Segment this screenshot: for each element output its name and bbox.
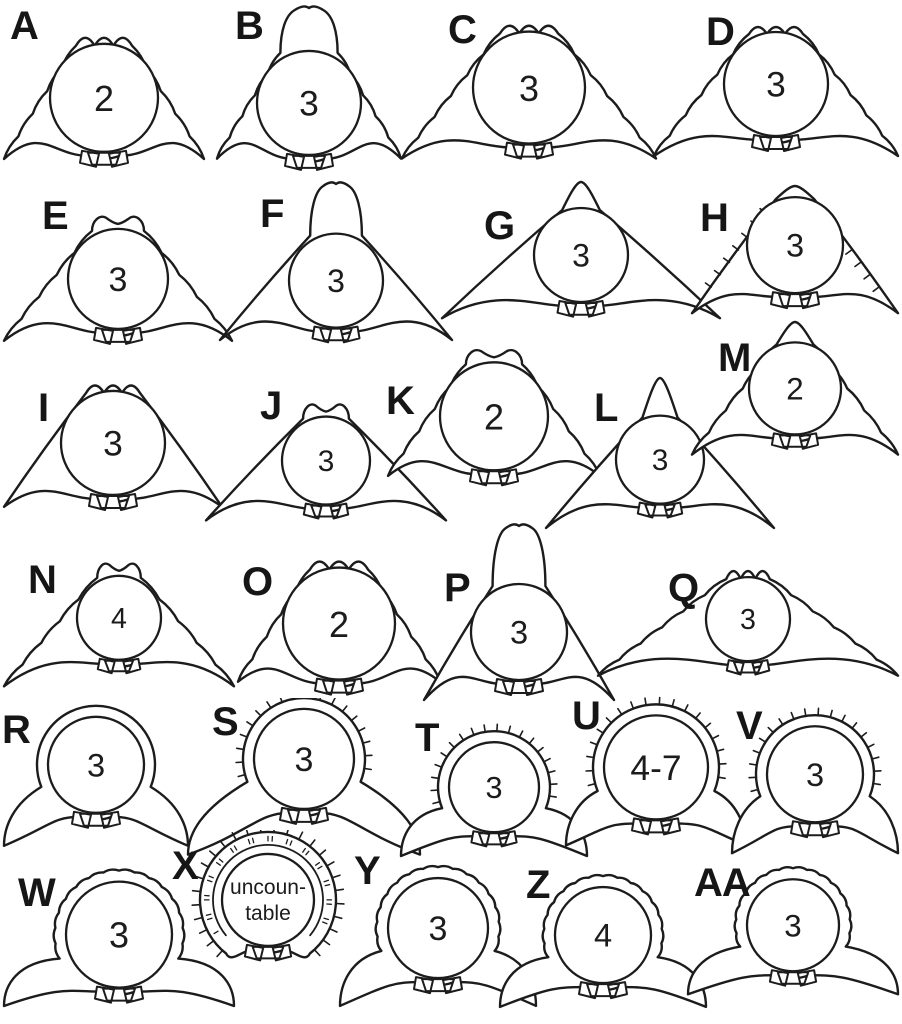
vertebra-panel-E — [0, 186, 236, 358]
centrum-count: 2 — [93, 77, 115, 119]
panel-label: L — [594, 386, 618, 430]
panel-label: Q — [668, 566, 699, 610]
centrum-count-line: uncoun- — [230, 875, 306, 899]
vertebra-drawing — [594, 538, 902, 691]
centrum-count: 3 — [784, 908, 802, 944]
vertebra-panel-O — [234, 544, 444, 697]
vertebra-panel-Q — [594, 538, 902, 691]
centrum-circle — [222, 854, 314, 946]
panel-label: I — [38, 386, 49, 430]
vertebra-drawing — [420, 520, 618, 720]
centrum-count: 4 — [593, 916, 613, 954]
panel-label: K — [386, 379, 414, 423]
centrum-count: 2 — [786, 371, 804, 407]
panel-label: O — [242, 560, 273, 604]
centrum-count: 3 — [428, 910, 448, 949]
vertebra-panel-M — [688, 316, 902, 470]
panel-label: E — [42, 194, 68, 238]
panel-label: F — [260, 192, 284, 236]
centrum-count: 3 — [103, 423, 123, 464]
panel-label: Y — [354, 849, 380, 893]
vertebra-drawing — [650, 12, 902, 172]
centrum-count: 3 — [651, 444, 669, 478]
centrum-count: 3 — [572, 237, 590, 274]
centrum-count: 3 — [785, 226, 805, 264]
panel-label: N — [28, 558, 56, 602]
centrum-count: 3 — [108, 260, 128, 299]
centrum-count: 3 — [299, 83, 319, 124]
centrum-count: 3 — [317, 445, 335, 479]
centrum-count: 3 — [740, 604, 756, 637]
vertebra-panel-U — [562, 696, 750, 862]
vertebra-drawing — [0, 186, 236, 358]
vertebra-drawing — [0, 370, 226, 522]
panel-label: R — [2, 708, 30, 752]
vertebra-panel-A — [0, 6, 208, 176]
panel-label: Z — [526, 863, 550, 907]
centrum-count: 2 — [483, 396, 505, 438]
panel-label: P — [444, 566, 470, 610]
panel-label: T — [415, 716, 439, 760]
panel-label: W — [18, 871, 55, 915]
vertebra-panel-D — [650, 12, 902, 172]
vertebra-panel-I — [0, 370, 226, 522]
panel-label: H — [700, 196, 728, 240]
vertebra-panel-AA — [684, 853, 902, 1010]
vertebra-panel-H — [688, 180, 902, 328]
centrum-count: 3 — [805, 755, 825, 793]
panel-label: X — [172, 844, 198, 888]
centrum-count: 4-7 — [630, 747, 682, 788]
panel-label: V — [736, 704, 762, 748]
centrum-count: 3 — [294, 740, 314, 779]
vertebra-drawing — [438, 176, 724, 334]
panel-label: G — [484, 204, 515, 248]
vertebra-panel-B — [213, 2, 405, 176]
vertebra-panel-R — [0, 700, 192, 862]
centrum-count: 4 — [111, 602, 127, 635]
vertebra-panel-G — [438, 176, 724, 334]
panel-label: M — [718, 336, 751, 380]
panel-label: AA — [694, 861, 750, 905]
centrum-count: 3 — [108, 914, 130, 956]
centrum-count: 3 — [766, 64, 786, 105]
centrum-count: 3 — [518, 67, 540, 109]
panel-label: B — [235, 4, 263, 48]
vertebra-panel-P — [420, 520, 618, 720]
centrum-count: 3 — [485, 771, 503, 805]
panel-label: C — [448, 8, 476, 52]
panel-label: J — [260, 384, 282, 428]
panel-label: U — [572, 694, 600, 738]
centrum-count: 3 — [509, 613, 529, 651]
vertebra-panel-N — [0, 536, 238, 703]
panel-label: S — [212, 700, 238, 744]
panel-label: D — [706, 10, 734, 54]
vertebra-panel-C — [398, 10, 660, 175]
centrum-count: 3 — [86, 746, 106, 784]
centrum-count: 3 — [327, 262, 345, 299]
centrum-count: 2 — [328, 604, 350, 645]
panel-label: A — [10, 4, 38, 48]
centrum-count-line: table — [245, 901, 291, 925]
vertebra-drawing — [398, 10, 660, 175]
vertebra-panel-Z — [496, 853, 710, 1024]
vertebra-panel-V — [728, 702, 902, 870]
